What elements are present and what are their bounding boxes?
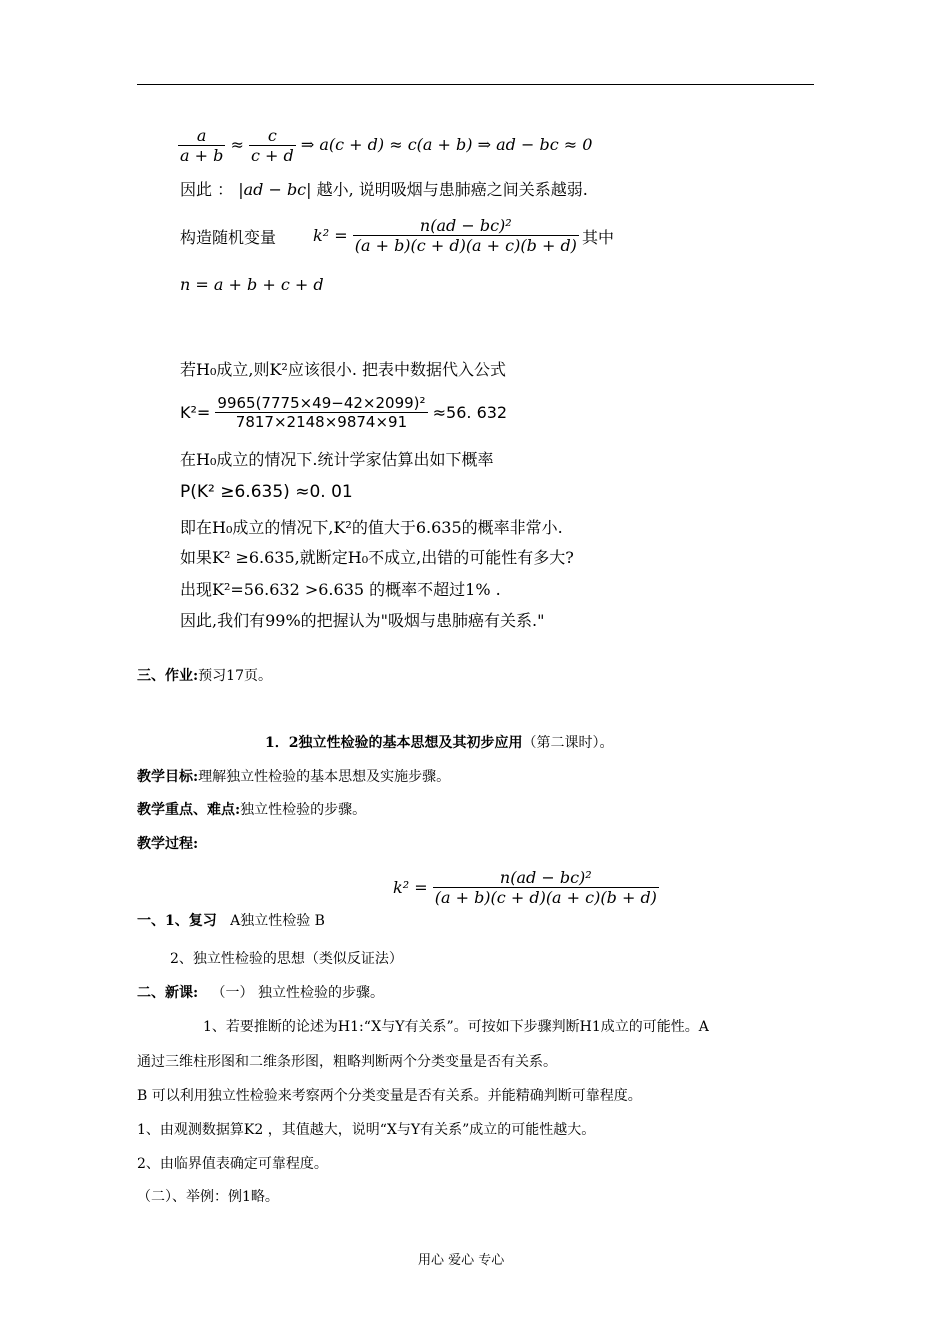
therefore-prefix: 因此 ： bbox=[180, 180, 234, 199]
k2-den: (a + b)(c + d)(a + c)(b + d) bbox=[354, 236, 577, 255]
new-text: （一） 独立性检验的步骤。 bbox=[211, 985, 384, 1001]
review-text: A独立性检验 B bbox=[230, 913, 325, 929]
step-line-2: 通过三维柱形图和二维条形图，粗略判断两个分类变量是否有关系。 bbox=[137, 1054, 557, 1070]
focus-text: 独立性检验的步骤。 bbox=[240, 802, 367, 818]
section-title bbox=[265, 733, 613, 753]
probability-formula: P(K² ≥6.635) ≈0. 01 bbox=[180, 482, 353, 502]
k2-second-den: (a + b)(c + d)(a + c)(b + d) bbox=[434, 888, 657, 907]
error-question-line: 如果K² ≥6.635,就断定H₀不成立,出错的可能性有多大? bbox=[180, 548, 574, 567]
therefore-suffix: 越小, 说明吸烟与患肺癌之间关系越弱. bbox=[316, 180, 588, 199]
k2-second-lhs: k² = bbox=[393, 878, 428, 897]
k2-definition bbox=[313, 216, 579, 255]
where-label: 其中 bbox=[582, 228, 615, 247]
header-rule bbox=[137, 84, 814, 85]
ratio-formula: $\frac{a}{a + b}$ ≈ $\frac{c}{c + d}$ ⇒ a(c + d) ≈ c(a + b) ⇒ ad − bc ≈ 0 bbox=[180, 126, 593, 165]
k2-calc-den: 7817×2148×9874×91 bbox=[215, 412, 427, 431]
focus-label: 教学重点、难点: bbox=[137, 802, 241, 818]
therefore-line bbox=[180, 180, 588, 200]
step-line-5: 2、由临界值表确定可靠程度。 bbox=[137, 1156, 328, 1172]
ratio-rhs-den: c + d bbox=[250, 146, 294, 165]
section-title-suffix: （第二课时）。 bbox=[522, 735, 614, 751]
ratio-lhs-fraction bbox=[178, 126, 225, 165]
appear-line: 出现K²=56.632 >6.635 的概率不超过1% . bbox=[180, 580, 501, 599]
review-prefix: 一、1、 bbox=[137, 913, 189, 929]
k2-second-num: n(ad − bc)² bbox=[499, 868, 592, 887]
homework-text: 预习17页。 bbox=[198, 668, 272, 684]
homework-label: 三、作业: bbox=[137, 668, 199, 684]
k2-lhs: k² = bbox=[313, 226, 348, 245]
h0-small-line: 若H₀成立,则K²应该很小. 把表中数据代入公式 bbox=[180, 360, 506, 379]
review-line bbox=[137, 911, 325, 931]
k2-calc-result: ≈56. 632 bbox=[432, 403, 508, 422]
conclusion-line: 因此,我们有99%的把握认为"吸烟与患肺癌有关系." bbox=[180, 611, 545, 630]
ratio-rhs-fraction bbox=[249, 126, 296, 165]
k2-calc bbox=[180, 394, 507, 431]
step-line-3: B 可以利用独立性检验来考察两个分类变量是否有关系。并能精确判断可靠程度。 bbox=[137, 1088, 642, 1104]
k2-calc-fraction bbox=[215, 394, 427, 431]
page-footer: 用心 爱心 专心 bbox=[418, 1253, 505, 1268]
focus-line bbox=[137, 800, 366, 820]
ratio-rhs-num: c bbox=[267, 126, 277, 145]
goal-line bbox=[137, 767, 450, 787]
goal-label: 教学目标: bbox=[137, 769, 199, 785]
example-line: （二）、举例：例1略。 bbox=[137, 1189, 279, 1205]
k2-calc-num: 9965(7775×49−42×2099)² bbox=[217, 394, 426, 412]
homework-line bbox=[137, 666, 272, 686]
h0-estimate-line: 在H₀成立的情况下.统计学家估算出如下概率 bbox=[180, 450, 494, 469]
construct-label: 构造随机变量 bbox=[180, 228, 277, 247]
ratio-lhs-num: a bbox=[196, 126, 207, 145]
review-label: 复习 bbox=[188, 913, 217, 929]
therefore-abs: |ad − bc| bbox=[238, 180, 312, 199]
ratio-tail: ⇒ a(c + d) ≈ c(a + b) ⇒ ad − bc ≈ 0 bbox=[300, 135, 593, 154]
k2-calc-lhs: K²= bbox=[180, 403, 211, 422]
process-label: 教学过程: bbox=[137, 836, 199, 852]
n-definition: n = a + b + c + d bbox=[180, 275, 324, 294]
new-lesson-line bbox=[137, 983, 384, 1003]
step-line-1: 1、若要推断的论述为H1:“X与Y有关系”。可按如下步骤判断H1成立的可能性。A bbox=[203, 1019, 709, 1035]
section-title-main: 1．2独立性检验的基本思想及其初步应用 bbox=[265, 735, 523, 751]
h0-prob-small-line: 即在H₀成立的情况下,K²的值大于6.635的概率非常小. bbox=[180, 518, 563, 537]
k2-second-fraction bbox=[433, 868, 659, 907]
ratio-lhs-den: a + b bbox=[180, 146, 224, 165]
step-line-4: 1、由观测数据算K2 ，其值越大，说明“X与Y有关系”成立的可能性越大。 bbox=[137, 1122, 596, 1138]
k2-num: n(ad − bc)² bbox=[419, 216, 512, 235]
new-label: 二、新课: bbox=[137, 985, 199, 1001]
goal-text: 理解独立性检验的基本思想及实施步骤。 bbox=[198, 769, 451, 785]
k2-formula-second bbox=[393, 868, 659, 907]
k2-fraction bbox=[353, 216, 579, 255]
idea-line: 2、独立性检验的思想（类似反证法） bbox=[170, 951, 403, 967]
